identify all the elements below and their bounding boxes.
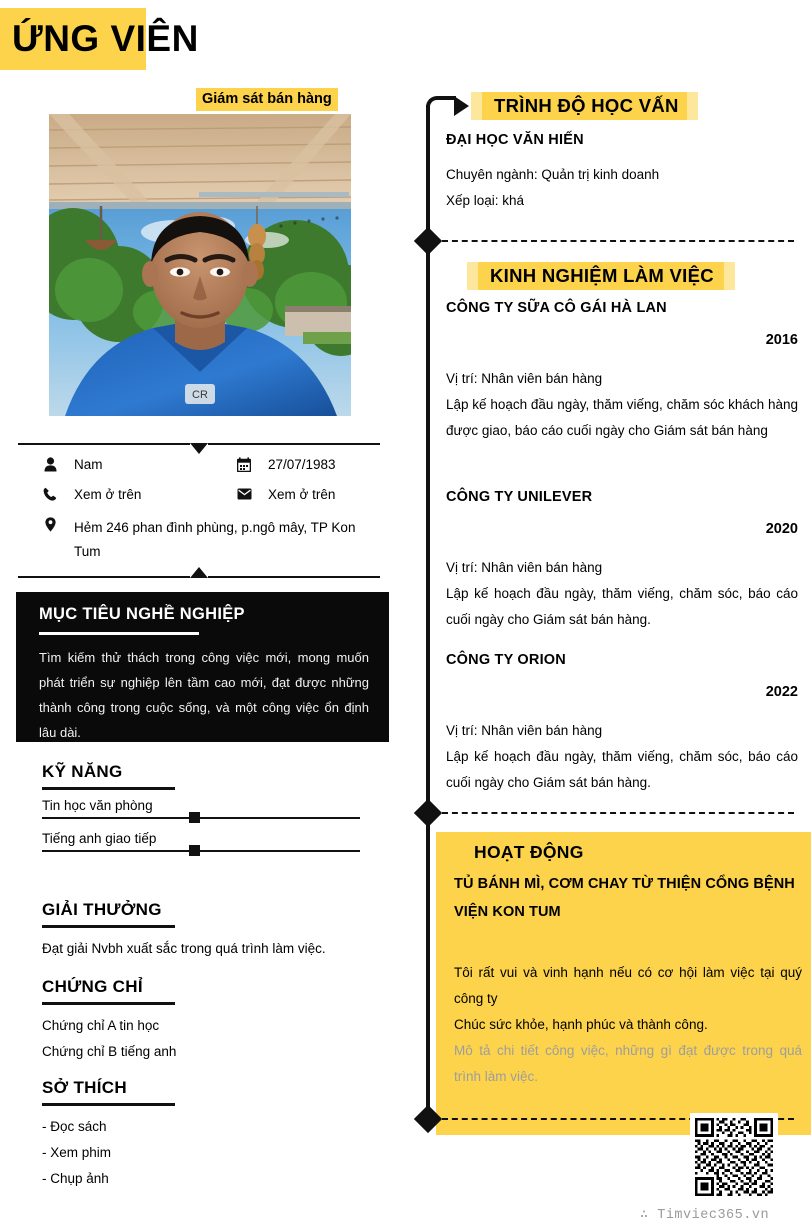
activities-placeholder: Mô tả chi tiết công việc, những gì đạt được trong quá trình làm việc. [454, 1043, 802, 1084]
right-column [410, 0, 811, 1229]
experience-company: CÔNG TY UNILEVER [446, 489, 593, 505]
skills-section [42, 762, 382, 852]
dob-value: 27/07/1983 [268, 457, 336, 472]
hobbies-title: SỞ THÍCH [42, 1078, 127, 1097]
timeline-diamond-icon [414, 227, 442, 255]
email-value: Xem ở trên [268, 487, 336, 502]
list-item: Chứng chỉ B tiếng anh [42, 1044, 177, 1059]
candidate-photo [49, 114, 351, 416]
skill-item [42, 798, 382, 819]
activities-line-1: Tôi rất vui và vinh hạnh nếu có cơ hội làm việc tại quý công ty [454, 965, 802, 1006]
activities-section [436, 832, 811, 1135]
education-grade: Xếp loại: khá [446, 193, 525, 208]
activities-subtitle: TỦ BÁNH MÌ, CƠM CHAY TỪ THIỆN CỔNG BỆNH VIỆN KON TUM [454, 876, 795, 920]
timeline-dashed-divider [442, 240, 794, 242]
skills-underline [42, 787, 175, 790]
skill-label: Tiếng anh giao tiếp [42, 831, 157, 846]
education-entry [446, 132, 798, 214]
experience-year: 2022 [765, 684, 798, 700]
certificates-title: CHỨNG CHỈ [42, 977, 143, 996]
experience-entry [446, 300, 798, 444]
career-objective-section [16, 592, 389, 742]
divider-bottom-left [18, 576, 190, 578]
awards-underline [42, 925, 175, 928]
activities-line-2: Chúc sức khỏe, hạnh phúc và thành công. [454, 1017, 708, 1032]
address-value: Hẻm 246 phan đình phùng, p.ngô mây, TP Kon Tum [74, 520, 356, 559]
experience-entry [446, 489, 798, 633]
education-title: TRÌNH ĐỘ HỌC VẤN [494, 95, 679, 116]
skill-label: Tin học văn phòng [42, 798, 153, 813]
experience-year: 2016 [765, 332, 798, 348]
divider-top-left [18, 443, 190, 445]
experience-title: KINH NGHIỆM LÀM VIỆC [490, 265, 714, 286]
certificates-list [42, 1013, 382, 1065]
timeline-elbow [426, 96, 456, 118]
awards-section [42, 900, 382, 962]
skill-slider-handle[interactable] [189, 812, 200, 823]
divider-top-right [208, 443, 380, 445]
timeline-arrow-icon [454, 96, 469, 116]
qr-code-icon [690, 1113, 778, 1201]
list-item: - Xem phim [42, 1145, 112, 1160]
divider-bottom-right [208, 576, 380, 578]
svg-text:CR: CR [192, 389, 208, 401]
phone-value: Xem ở trên [74, 487, 142, 502]
career-objective-title: MỤC TIÊU NGHỀ NGHIỆP [39, 605, 245, 623]
certificates-underline [42, 1002, 175, 1005]
experience-entry [446, 652, 798, 796]
timeline-diamond-icon [414, 799, 442, 827]
skill-item [42, 831, 382, 852]
career-objective-body: Tìm kiếm thử thách trong công việc mới, mong muốn phát triển sự nghiệp lên tầm cao mới, đạt được những thành công trong cuộc sống, và một công việc ổn định lâu dài. [39, 650, 369, 740]
person-icon [42, 456, 58, 472]
experience-description: Lập kế hoạch đầu ngày, thăm viếng, chăm sóc, báo cáo cuối ngày cho Giám sát bán hàng. [446, 749, 798, 790]
certificates-section [42, 977, 382, 1065]
hobbies-underline [42, 1103, 175, 1106]
experience-company: CÔNG TY ORION [446, 652, 566, 668]
list-item: - Đọc sách [42, 1119, 107, 1134]
skill-slider-handle[interactable] [189, 845, 200, 856]
page-title: ỨNG VIÊN [12, 18, 199, 59]
skill-slider[interactable] [42, 817, 360, 819]
experience-year: 2020 [765, 521, 798, 537]
education-school: ĐẠI HỌC VĂN HIẾN [446, 132, 584, 148]
education-major: Chuyên ngành: Quản trị kinh doanh [446, 167, 660, 182]
hobbies-section [42, 1078, 382, 1192]
contact-info [42, 456, 392, 568]
experience-description: Lập kế hoạch đầu ngày, thăm viếng, chăm sóc khách hàng được giao, báo cáo cuối ngày cho Giám sát bán hàng [446, 397, 798, 438]
activities-title: HOẠT ĐỘNG [474, 842, 584, 862]
activities-body [454, 960, 802, 1090]
location-pin-icon [42, 516, 58, 532]
contact-row-phone-email [42, 486, 392, 516]
contact-row-address [42, 516, 392, 568]
gender-value: Nam [74, 457, 103, 472]
list-item: Chứng chỉ A tin học [42, 1018, 160, 1033]
career-objective-underline [39, 632, 199, 635]
job-title-badge: Giám sát bán hàng [196, 88, 338, 111]
awards-body: Đạt giải Nvbh xuất sắc trong quá trình làm việc. [42, 941, 326, 956]
divider-triangle-down-icon [190, 443, 208, 454]
experience-position: Vị trí: Nhân viên bán hàng [446, 371, 603, 386]
calendar-icon [236, 456, 252, 472]
awards-title: GIẢI THƯỞNG [42, 900, 162, 919]
phone-icon [42, 486, 58, 502]
experience-position: Vị trí: Nhân viên bán hàng [446, 723, 603, 738]
footer-brand: ∴ Timviec365.vn [640, 1208, 770, 1223]
envelope-icon [236, 486, 252, 502]
skill-slider[interactable] [42, 850, 360, 852]
hobbies-list [42, 1114, 382, 1192]
contact-row-gender-dob [42, 456, 392, 486]
experience-description: Lập kế hoạch đầu ngày, thăm viếng, chăm sóc, báo cáo cuối ngày cho Giám sát bán hàng. [446, 586, 798, 627]
skills-title: KỸ NĂNG [42, 762, 123, 781]
experience-company: CÔNG TY SỮA CÔ GÁI HÀ LAN [446, 300, 667, 316]
divider-triangle-up-icon [190, 567, 208, 578]
timeline-spine [426, 105, 430, 1129]
experience-position: Vị trí: Nhân viên bán hàng [446, 560, 603, 575]
list-item: - Chụp ảnh [42, 1171, 109, 1186]
timeline-dashed-divider [442, 812, 794, 814]
